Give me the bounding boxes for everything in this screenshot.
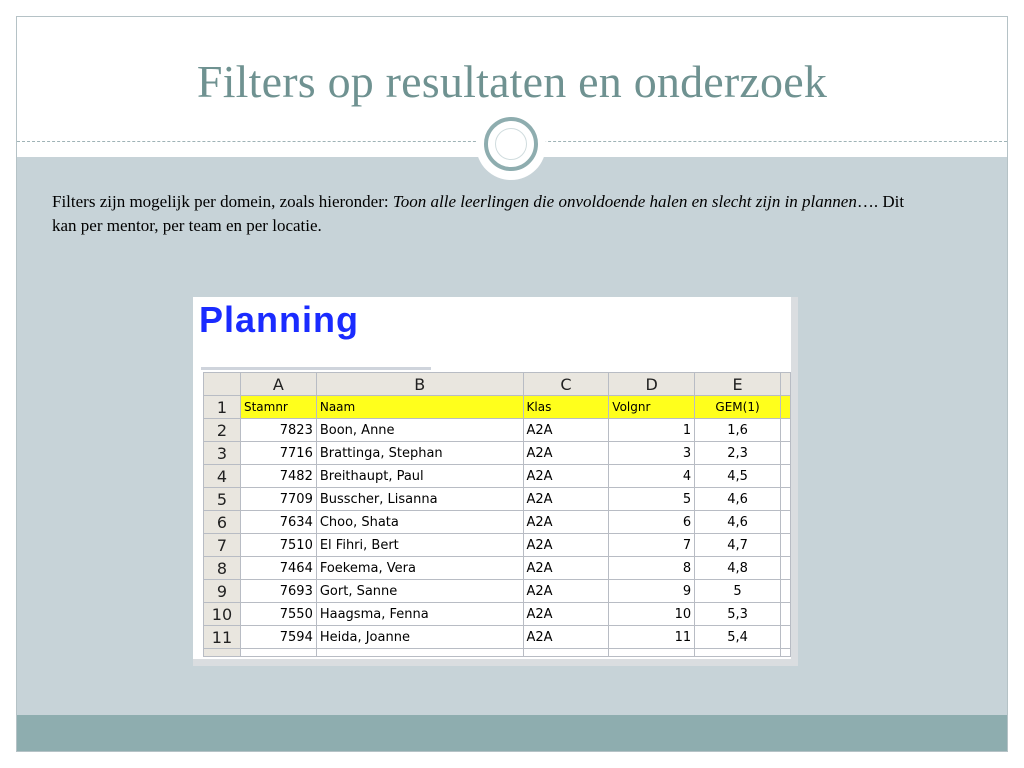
body-text-outro: …. Dit kan per mentor, per team en per locatie. [52,192,905,235]
cell-naam[interactable]: Busscher, Lisanna [316,488,523,511]
cell-gem[interactable]: 4,6 [695,488,781,511]
table-row [204,442,791,465]
cell-empty[interactable] [780,534,790,557]
cell-stamnr[interactable]: 7709 [240,488,316,511]
cell-empty[interactable] [780,649,790,657]
cell-gem[interactable]: 5,4 [695,626,781,649]
cell-naam[interactable]: El Fihri, Bert [316,534,523,557]
row-header[interactable]: 8 [204,557,241,580]
cell-volgnr[interactable]: 8 [609,557,695,580]
cell-gem[interactable]: 5,3 [695,603,781,626]
row-header[interactable]: 6 [204,511,241,534]
header-cell-volgnr[interactable]: Volgnr [609,396,695,419]
row-header[interactable]: 9 [204,580,241,603]
cell-volgnr[interactable]: 4 [609,465,695,488]
row-header[interactable]: 2 [204,419,241,442]
header-cell-empty[interactable] [780,396,790,419]
cell-klas[interactable]: A2A [523,626,609,649]
cell-klas[interactable]: A2A [523,603,609,626]
cell-empty[interactable] [780,511,790,534]
spreadsheet-grid [203,372,791,657]
sheet-title-underline [201,367,431,370]
row-header[interactable]: 1 [204,396,241,419]
cell-naam[interactable]: Haagsma, Fenna [316,603,523,626]
cell-empty[interactable] [780,580,790,603]
cell-stamnr[interactable]: 7716 [240,442,316,465]
cell-stamnr[interactable]: 7823 [240,419,316,442]
cell-klas[interactable]: A2A [523,419,609,442]
cell-gem[interactable]: 2,3 [695,442,781,465]
cell-empty[interactable] [240,649,316,657]
cell-stamnr[interactable]: 7510 [240,534,316,557]
table-row [204,580,791,603]
cell-empty[interactable] [780,465,790,488]
row-header[interactable]: 5 [204,488,241,511]
cell-gem[interactable]: 1,6 [695,419,781,442]
cell-empty[interactable] [609,649,695,657]
cell-empty[interactable] [780,419,790,442]
cell-naam[interactable]: Foekema, Vera [316,557,523,580]
cell-klas[interactable]: A2A [523,511,609,534]
cell-volgnr[interactable]: 3 [609,442,695,465]
column-header-c[interactable]: C [523,373,609,396]
cell-klas[interactable]: A2A [523,442,609,465]
cell-volgnr[interactable]: 6 [609,511,695,534]
table-row [204,557,791,580]
cell-stamnr[interactable]: 7464 [240,557,316,580]
spreadsheet-panel [193,297,791,659]
cell-klas[interactable]: A2A [523,557,609,580]
cell-volgnr[interactable]: 5 [609,488,695,511]
cell-klas[interactable]: A2A [523,465,609,488]
row-header[interactable]: 3 [204,442,241,465]
row-header[interactable]: 7 [204,534,241,557]
header-cell-stamnr[interactable]: Stamnr [240,396,316,419]
cell-stamnr[interactable]: 7693 [240,580,316,603]
table-row [204,626,791,649]
table-row [204,534,791,557]
cell-stamnr[interactable]: 7550 [240,603,316,626]
table-row [204,603,791,626]
row-header[interactable]: 10 [204,603,241,626]
table-row [204,465,791,488]
cell-volgnr[interactable]: 9 [609,580,695,603]
cell-empty[interactable] [780,626,790,649]
cell-naam[interactable]: Boon, Anne [316,419,523,442]
row-header[interactable]: 11 [204,626,241,649]
cell-gem[interactable]: 4,7 [695,534,781,557]
cell-empty[interactable] [695,649,781,657]
cell-empty[interactable] [780,488,790,511]
spreadsheet-screenshot [193,297,798,666]
cell-gem[interactable]: 4,5 [695,465,781,488]
cell-klas[interactable]: A2A [523,580,609,603]
cell-empty[interactable] [780,603,790,626]
footer-bar [17,715,1007,751]
header-cell-klas[interactable]: Klas [523,396,609,419]
column-header-partial[interactable] [780,373,790,396]
cell-stamnr[interactable]: 7594 [240,626,316,649]
column-header-e[interactable]: E [695,373,781,396]
column-header-a[interactable]: A [240,373,316,396]
cell-naam[interactable]: Breithaupt, Paul [316,465,523,488]
row-header[interactable]: 4 [204,465,241,488]
body-paragraph [52,190,912,238]
cell-naam[interactable]: Heida, Joanne [316,626,523,649]
table-row [204,488,791,511]
table-row [204,511,791,534]
row-header[interactable] [204,649,241,657]
cell-empty[interactable] [780,442,790,465]
header-cell-naam[interactable]: Naam [316,396,523,419]
cell-empty[interactable] [780,557,790,580]
column-header-b[interactable]: B [316,373,523,396]
cell-klas[interactable]: A2A [523,534,609,557]
body-text-example: Toon alle leerlingen die onvoldoende halen en slecht zijn in plannen [392,192,857,211]
column-header-d[interactable]: D [609,373,695,396]
cell-volgnr[interactable]: 1 [609,419,695,442]
cell-naam[interactable]: Choo, Shata [316,511,523,534]
cell-gem[interactable]: 5 [695,580,781,603]
header-row [204,396,791,419]
cell-volgnr[interactable]: 10 [609,603,695,626]
slide-title: Filters op resultaten en onderzoek [196,56,828,107]
cell-gem[interactable]: 4,6 [695,511,781,534]
cell-volgnr[interactable]: 11 [609,626,695,649]
cell-empty[interactable] [316,649,523,657]
table-row-partial [204,649,791,657]
sheet-title: Planning [199,299,359,340]
table-row [204,419,791,442]
cell-naam[interactable]: Gort, Sanne [316,580,523,603]
cell-stamnr[interactable]: 7482 [240,465,316,488]
cell-naam[interactable]: Brattinga, Stephan [316,442,523,465]
cell-empty[interactable] [523,649,609,657]
decorative-circle-icon [484,117,538,171]
cell-gem[interactable]: 4,8 [695,557,781,580]
cell-stamnr[interactable]: 7634 [240,511,316,534]
corner-cell[interactable] [204,373,241,396]
body-text-intro: Filters zijn mogelijk per domein, zoals hieronder: [52,192,393,211]
cell-klas[interactable]: A2A [523,488,609,511]
column-letter-row [204,373,791,396]
cell-volgnr[interactable]: 7 [609,534,695,557]
header-cell-gem[interactable]: GEM(1) [695,396,781,419]
decorative-circle-inner [495,128,527,160]
